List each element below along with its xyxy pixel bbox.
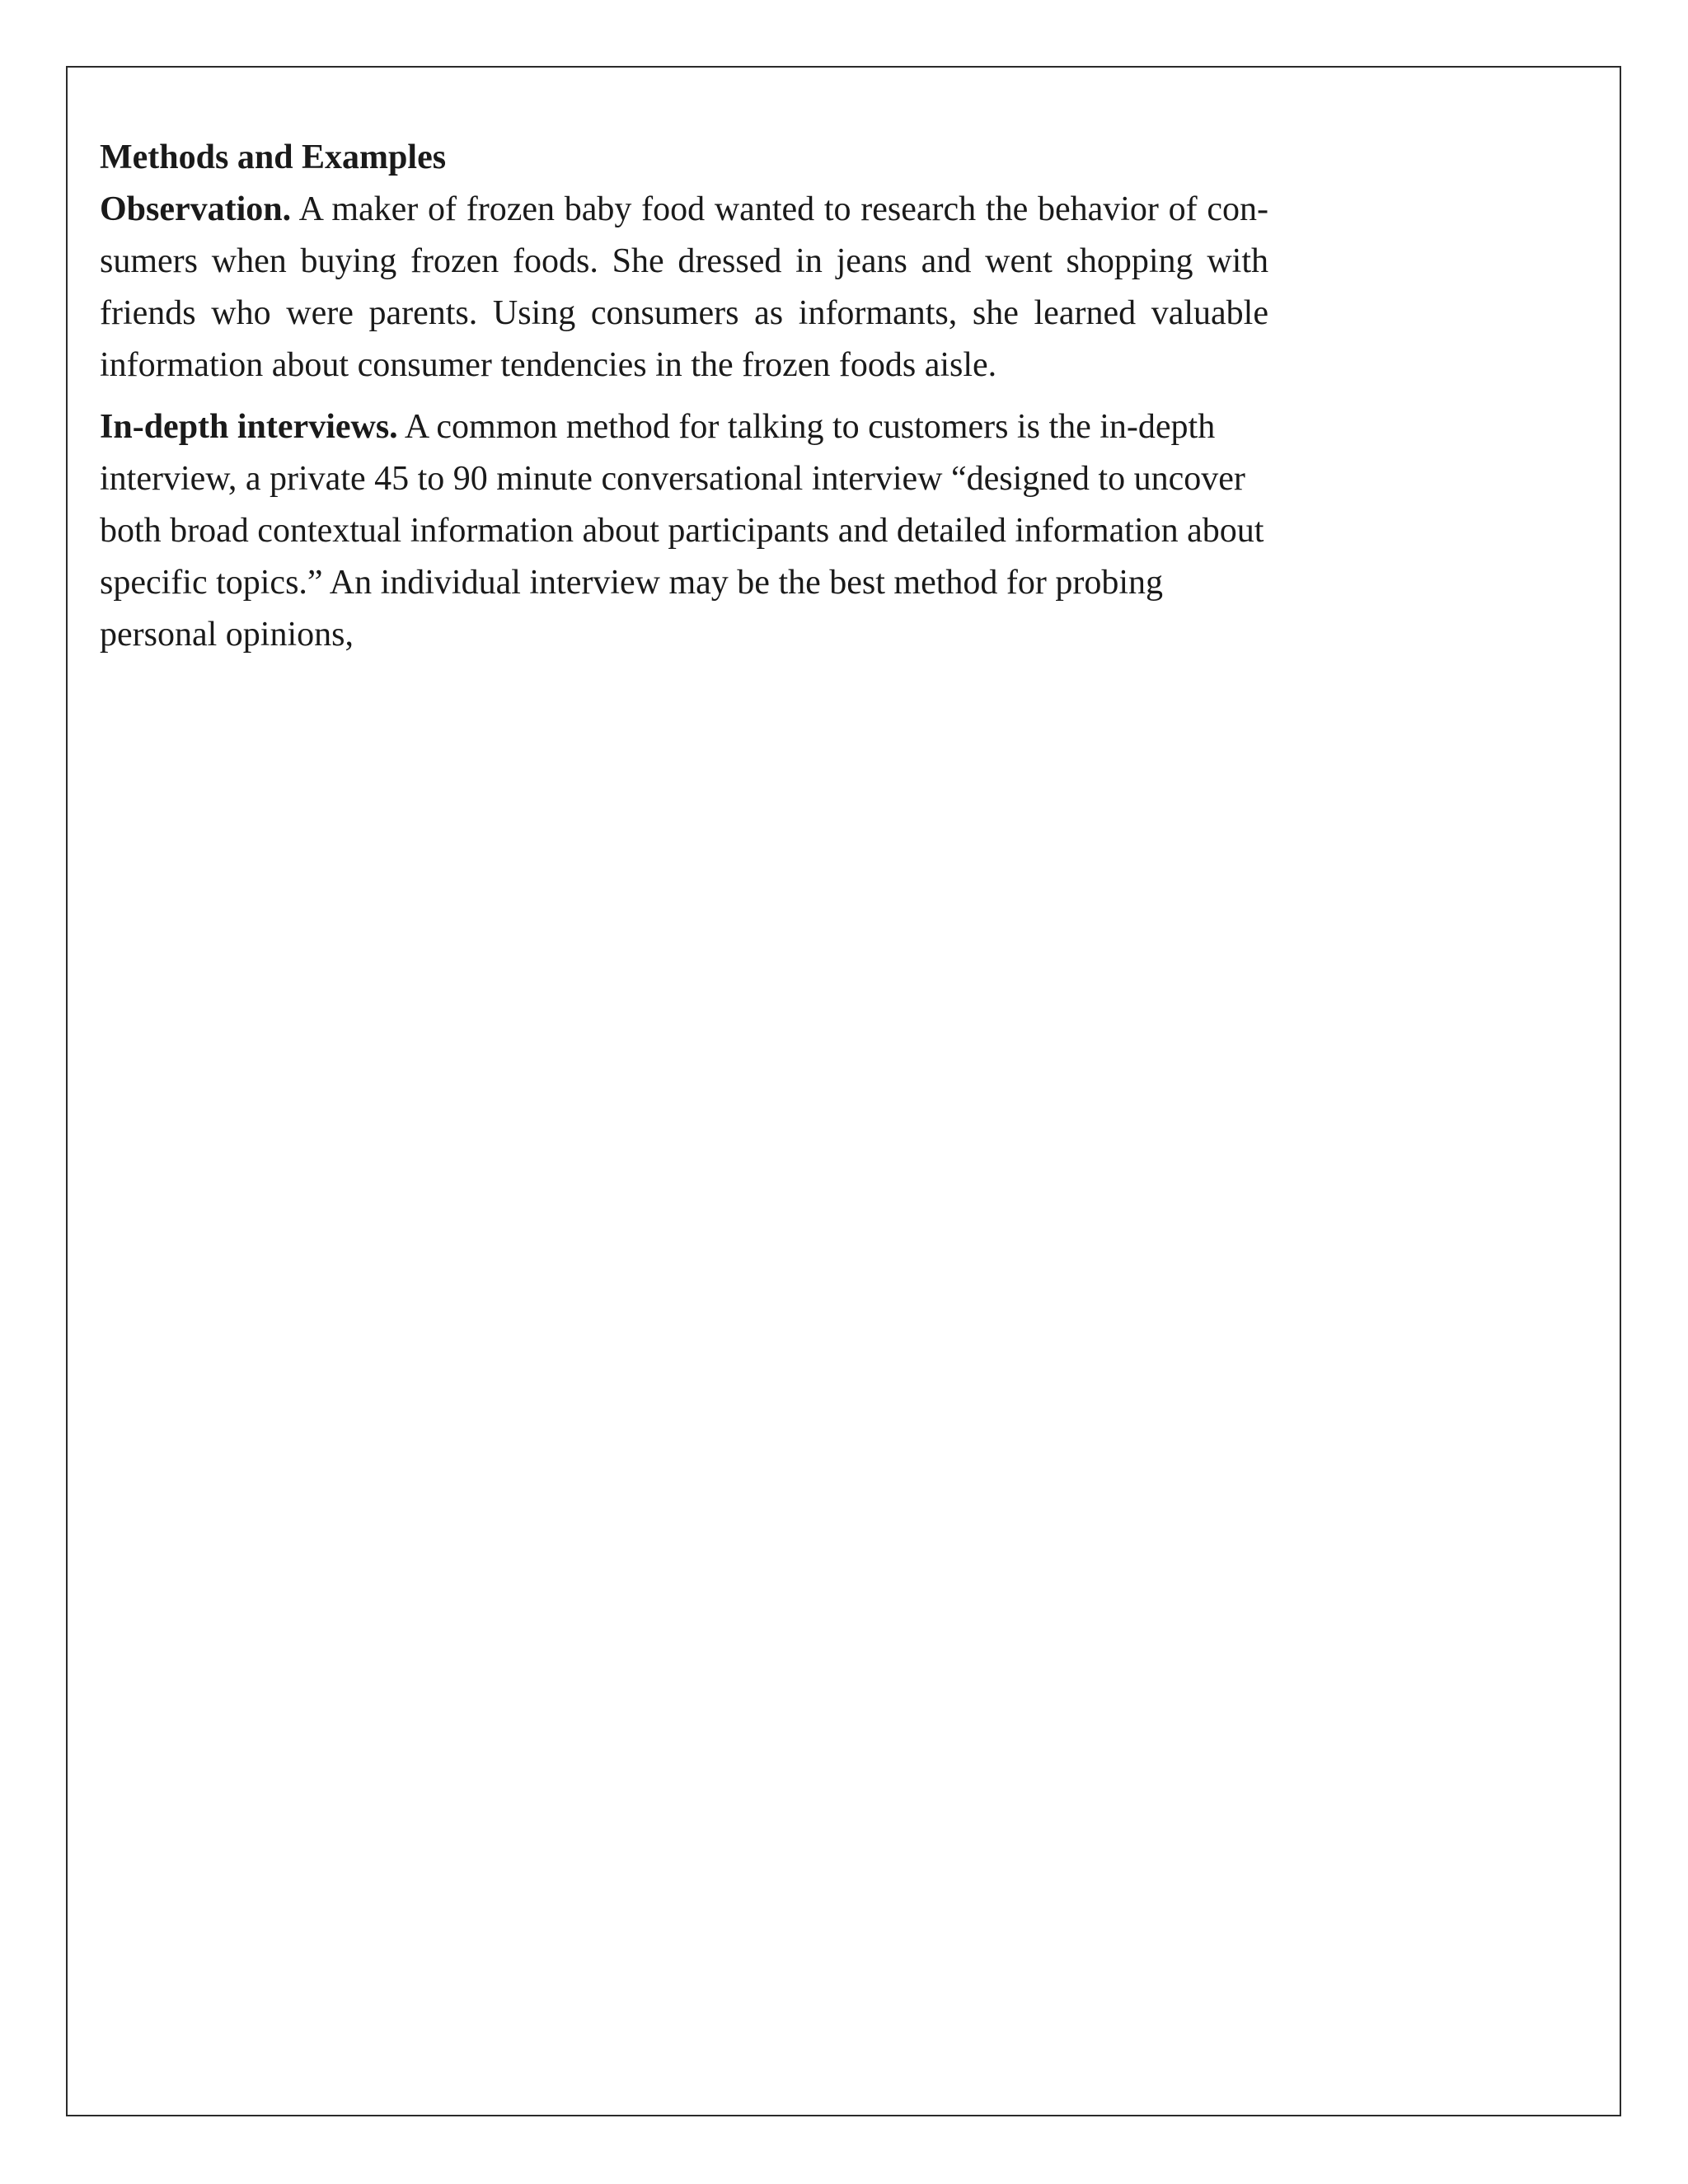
section-heading: Methods and Examples bbox=[100, 138, 447, 176]
document-body bbox=[100, 132, 1268, 671]
paragraph-observation bbox=[100, 184, 1268, 391]
paragraph-in-depth-interviews bbox=[100, 401, 1268, 661]
paragraph-lead: Observation. bbox=[100, 190, 292, 228]
paragraph-text: A maker of frozen baby food wanted to research the behavior of con-sumers when buying frozen foods. She dressed in jeans and went shopping with friends who were parents. Using consumers as informants, she learned valuable information about consumer tendencies in the frozen foods aisle. bbox=[100, 190, 1268, 384]
paragraph-lead: In-depth interviews. bbox=[100, 408, 398, 446]
paragraph-text: A common method for talking to customers is the in-depth interview, a private 45 to 90 minute conversational interview “designed to uncover both broad contextual information about participants and detailed information about specific topics.” An individual interview may be the best method for probing personal opinions, bbox=[100, 408, 1264, 654]
